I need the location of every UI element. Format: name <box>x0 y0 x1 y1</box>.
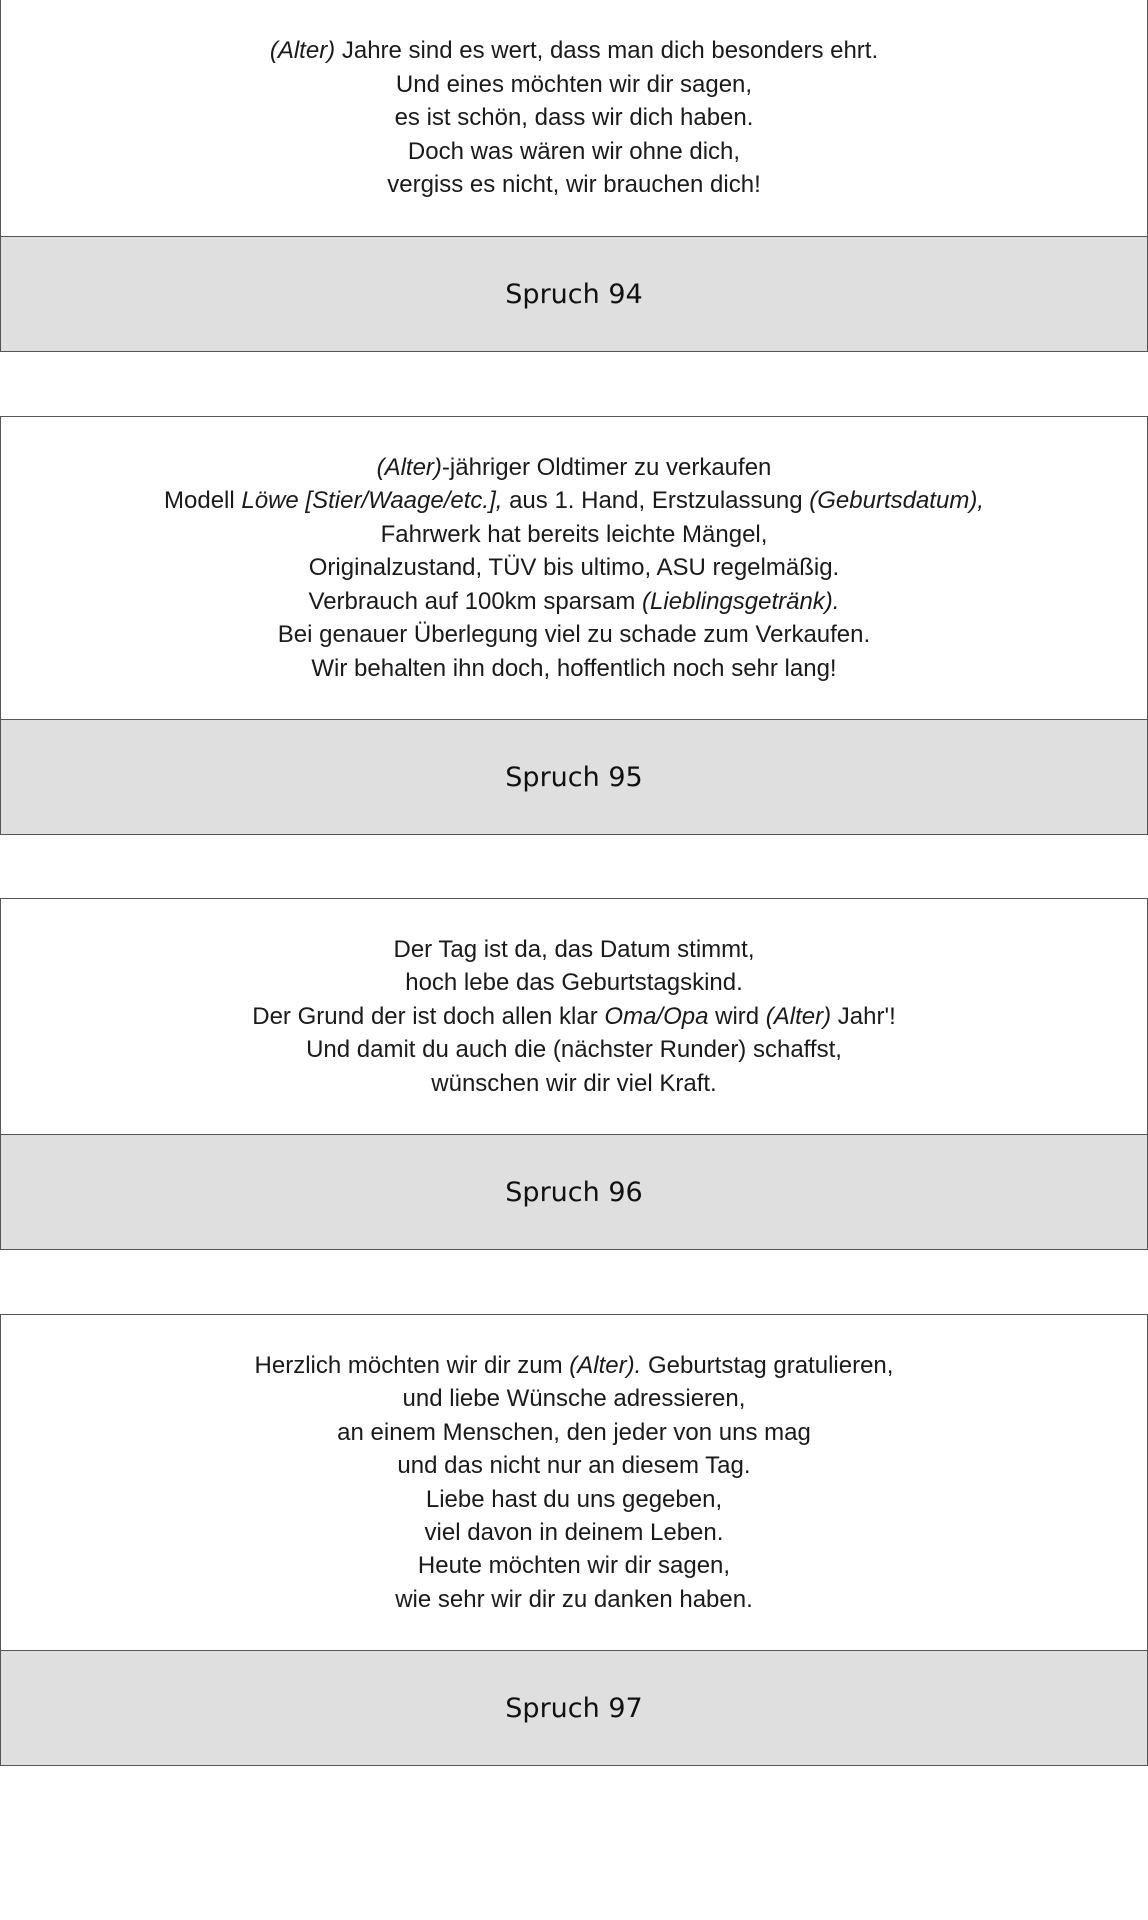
verse-text-segment: hoch lebe das Geburtstagskind. <box>405 969 743 997</box>
verse-line <box>252 966 896 999</box>
verse-line <box>270 101 878 134</box>
verse-text-segment: es ist schön, dass wir dich haben. <box>394 104 754 132</box>
verse-text-segment: Wir behalten ihn doch, hoffentlich noch sehr lang! <box>311 654 837 682</box>
verse-text-segment: Herzlich möchten wir dir zum <box>254 1351 570 1379</box>
spruch-label: Spruch 96 <box>505 1176 643 1208</box>
verse-line <box>255 1483 894 1516</box>
verse-text-segment: viel davon in deinem Leben. <box>424 1518 724 1546</box>
verse-line <box>164 618 984 651</box>
verse-text-segment: wünschen wir dir viel Kraft. <box>431 1069 717 1097</box>
label-band <box>1 1135 1147 1249</box>
verse-text <box>164 451 984 685</box>
verse-line <box>164 652 984 685</box>
verse-line <box>252 1033 896 1066</box>
placeholder-text: Löwe [Stier/Waage/etc.], <box>241 487 503 515</box>
placeholder-text: (Alter) <box>765 1002 832 1030</box>
label-band <box>1 237 1147 351</box>
verse-line <box>164 585 984 618</box>
verse-line <box>270 168 878 201</box>
verse-text-segment: und das nicht nur an diesem Tag. <box>397 1452 751 1480</box>
label-band <box>1 720 1147 834</box>
verse-line <box>255 1416 894 1449</box>
verse-text-segment: Liebe hast du uns gegeben, <box>425 1485 723 1513</box>
verse-block <box>1 0 1147 237</box>
verse-text-segment: Jahr'! <box>831 1002 896 1030</box>
verse-text-segment: vergiss es nicht, wir brauchen dich! <box>387 171 761 199</box>
label-band <box>1 1651 1147 1765</box>
spruch-label: Spruch 95 <box>505 761 643 793</box>
placeholder-text: (Geburtsdatum), <box>809 487 984 515</box>
verse-text-segment: Und damit du auch die (nächster Runder) schaffst, <box>306 1036 842 1064</box>
spruch-card <box>0 416 1148 835</box>
placeholder-text: (Alter) <box>376 454 442 482</box>
verse-text-segment: Der Tag ist da, das Datum stimmt, <box>393 935 755 963</box>
verse-line <box>164 518 984 551</box>
verse-text-segment: Verbrauch auf 100km sparsam <box>308 587 643 615</box>
placeholder-text: (Lieblingsgetränk). <box>642 587 840 615</box>
verse-text-segment: Heute möchten wir dir sagen, <box>417 1552 731 1580</box>
verse-line <box>255 1516 894 1549</box>
verse-text-segment: wie sehr wir dir zu danken haben. <box>395 1585 753 1613</box>
verse-line <box>252 1000 896 1033</box>
verse-block <box>1 417 1147 720</box>
verse-text-segment: an einem Menschen, den jeder von uns mag <box>337 1418 811 1446</box>
verse-line <box>164 484 984 517</box>
spruch-label: Spruch 97 <box>505 1692 643 1724</box>
spruch-card <box>0 0 1148 352</box>
verse-line <box>252 1067 896 1100</box>
verse-text-segment: Geburtstag gratulieren, <box>641 1351 894 1379</box>
verse-text-segment: Jahre sind es wert, dass man dich besonders ehrt. <box>335 37 879 65</box>
verse-line <box>252 933 896 966</box>
verse-text-segment: und liebe Wünsche adressieren, <box>402 1385 746 1413</box>
verse-block <box>1 899 1147 1135</box>
verse-text-segment: -jähriger Oldtimer zu verkaufen <box>441 454 772 482</box>
verse-text-segment: Der Grund der ist doch allen klar <box>252 1002 605 1030</box>
verse-text-segment: Modell <box>164 487 242 515</box>
verse-text <box>270 34 878 201</box>
verse-line <box>270 68 878 101</box>
verse-line <box>255 1382 894 1415</box>
verse-text <box>252 933 896 1100</box>
verse-line <box>255 1583 894 1616</box>
placeholder-text: (Alter) <box>269 37 336 65</box>
verse-line <box>255 1449 894 1482</box>
verse-line <box>255 1549 894 1582</box>
verse-line <box>164 451 984 484</box>
verse-text-segment: wird <box>708 1002 766 1030</box>
verse-block <box>1 1315 1147 1651</box>
verse-line <box>255 1349 894 1382</box>
spruch-card <box>0 898 1148 1250</box>
spruch-card <box>0 1314 1148 1766</box>
verse-line <box>270 34 878 67</box>
spruch-label: Spruch 94 <box>505 278 643 310</box>
verse-text-segment: Fahrwerk hat bereits leichte Mängel, <box>380 520 768 548</box>
placeholder-text: (Alter). <box>569 1351 642 1379</box>
verse-text <box>255 1349 894 1616</box>
verse-text-segment: Bei genauer Überlegung viel zu schade zum Verkaufen. <box>277 621 871 649</box>
verse-text-segment: Doch was wären wir ohne dich, <box>407 137 741 165</box>
verse-text-segment: aus 1. Hand, Erstzulassung <box>502 487 810 515</box>
verse-text-segment: Originalzustand, TÜV bis ultimo, ASU regelmäßig. <box>308 554 840 582</box>
verse-line <box>270 135 878 168</box>
verse-line <box>164 551 984 584</box>
placeholder-text: Oma/Opa <box>604 1002 709 1030</box>
verse-text-segment: Und eines möchten wir dir sagen, <box>395 70 753 98</box>
